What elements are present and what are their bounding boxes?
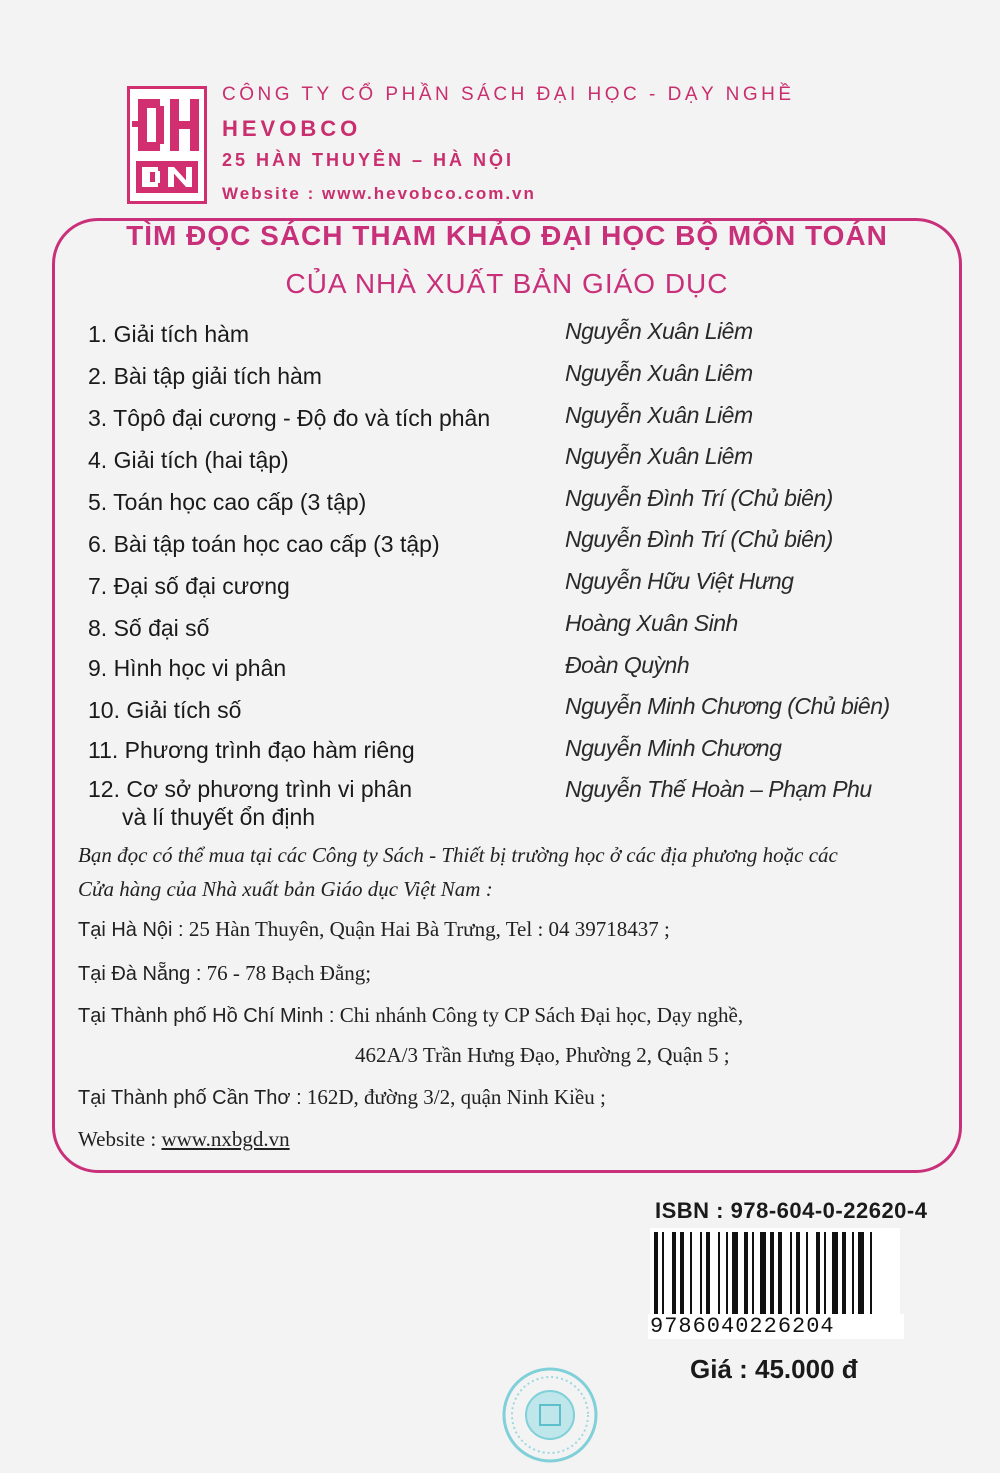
book-title: 3. Tôpô đại cương - Độ đo và tích phân xyxy=(88,405,491,431)
book-title: 10. Giải tích số xyxy=(88,697,242,723)
store-hcm-address-line-2: 462A/3 Trần Hưng Đạo, Phường 2, Quận 5 ; xyxy=(355,1043,730,1067)
book-title: 7. Đại số đại cương xyxy=(88,573,290,599)
store-hcm xyxy=(78,1003,743,1028)
logo-mark-icon xyxy=(130,89,204,201)
price: Giá : 45.000 đ xyxy=(690,1354,858,1384)
publisher-logo xyxy=(127,86,207,204)
book-author: Nguyễn Thế Hoàn – Phạm Phu xyxy=(565,776,872,802)
store-website-link[interactable]: www.nxbgd.vn xyxy=(161,1127,290,1151)
store-website xyxy=(78,1127,290,1152)
book-title: 4. Giải tích (hai tập) xyxy=(88,447,289,473)
store-cantho-address: 162D, đường 3/2, quận Ninh Kiều ; xyxy=(306,1085,606,1109)
store-cantho-label: Tại Thành phố Cần Thơ : xyxy=(78,1087,302,1109)
book-title: 1. Giải tích hàm xyxy=(88,321,250,347)
book-title-continued: và lí thuyết ổn định xyxy=(122,804,316,830)
isbn-label: ISBN : 978-604-0-22620-4 xyxy=(655,1198,928,1223)
barcode-number: 9786040226204 xyxy=(648,1314,904,1339)
book-title: 12. Cơ sở phương trình vi phân xyxy=(88,776,413,802)
store-website-label: Website : xyxy=(78,1127,157,1151)
heading-line-1: TÌM ĐỌC SÁCH THAM KHẢO ĐẠI HỌC BỘ MÔN TOÁN xyxy=(126,220,888,251)
book-author: Nguyễn Xuân Liêm xyxy=(565,443,753,469)
book-author: Nguyễn Đình Trí (Chủ biên) xyxy=(565,526,833,552)
book-author: Đoàn Quỳnh xyxy=(565,652,690,678)
store-danang xyxy=(78,961,371,986)
store-intro-line-2: Cửa hàng của Nhà xuất bản Giáo dục Việt Nam : xyxy=(78,877,493,901)
store-hanoi-label: Tại Hà Nội : xyxy=(78,919,184,941)
store-danang-address: 76 - 78 Bạch Đằng; xyxy=(206,961,372,985)
publisher-seal-icon xyxy=(500,1365,600,1465)
book-title: 5. Toán học cao cấp (3 tập) xyxy=(88,489,367,515)
publisher-website[interactable]: Website : www.hevobco.com.vn xyxy=(222,184,536,203)
book-title: 9. Hình học vi phân xyxy=(88,655,287,681)
book-author: Nguyễn Đình Trí (Chủ biên) xyxy=(565,485,833,511)
book-author: Nguyễn Minh Chương xyxy=(565,735,782,761)
store-hcm-label: Tại Thành phố Hồ Chí Minh : xyxy=(78,1005,335,1027)
store-hanoi-address: 25 Hàn Thuyên, Quận Hai Bà Trưng, Tel : 04 39718437 ; xyxy=(188,917,670,941)
book-author: Nguyễn Xuân Liêm xyxy=(565,318,753,344)
publisher-company-name: CÔNG TY CỔ PHẦN SÁCH ĐẠI HỌC - DẠY NGHỀ xyxy=(222,84,795,105)
store-hanoi xyxy=(78,917,670,942)
book-author: Nguyễn Hữu Việt Hưng xyxy=(565,568,794,594)
store-danang-label: Tại Đà Nẵng : xyxy=(78,963,202,985)
publisher-brand: HEVOBCO xyxy=(222,116,362,141)
heading-line-2: CỦA NHÀ XUẤT BẢN GIÁO DỤC xyxy=(285,268,729,299)
book-author: Hoàng Xuân Sinh xyxy=(565,610,738,636)
store-cantho xyxy=(78,1085,606,1110)
store-intro-line-1: Bạn đọc có thể mua tại các Công ty Sách - Thiết bị trường học ở các địa phương hoặc các xyxy=(78,843,838,867)
book-title: 6. Bài tập toán học cao cấp (3 tập) xyxy=(88,531,440,557)
publisher-address: 25 HÀN THUYÊN – HÀ NỘI xyxy=(222,150,515,170)
book-title: 8. Số đại số xyxy=(88,615,210,641)
book-author: Nguyễn Xuân Liêm xyxy=(565,402,753,428)
book-author: Nguyễn Xuân Liêm xyxy=(565,360,753,386)
book-title: 2. Bài tập giải tích hàm xyxy=(88,363,322,389)
book-title: 11. Phương trình đạo hàm riêng xyxy=(88,737,415,763)
store-hcm-address: Chi nhánh Công ty CP Sách Đại học, Dạy nghề, xyxy=(339,1003,744,1027)
book-author: Nguyễn Minh Chương (Chủ biên) xyxy=(565,693,890,719)
barcode-icon xyxy=(650,1228,900,1318)
